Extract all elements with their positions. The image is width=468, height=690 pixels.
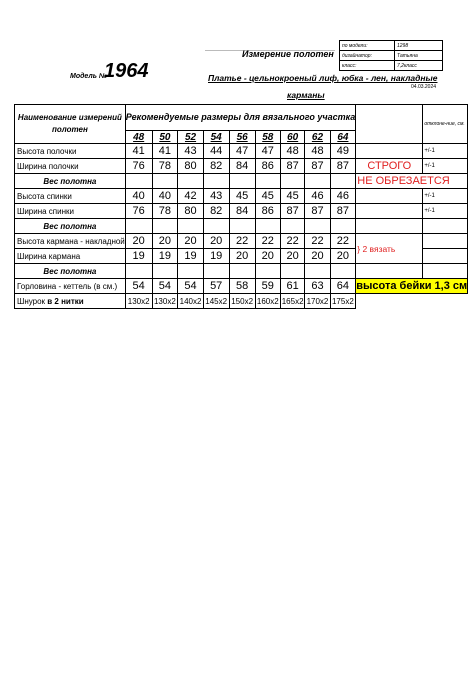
value-cell: 20 [178,234,204,249]
empty-cell [305,264,330,279]
header-tolerance: отклоне-ние, см. [423,105,468,144]
value-cell: 46 [305,189,330,204]
info-value: 7,2класс [395,61,443,71]
value-cell: 78 [152,159,178,174]
knit-two-note: } 2 вязать [356,234,423,264]
empty-cell [280,174,305,189]
empty-cell [152,174,178,189]
value-cell: 43 [203,189,229,204]
empty-cell [330,219,356,234]
header-recommended: Рекомендуемые размеры для вязального участка [125,105,355,131]
empty-cell [203,264,229,279]
value-cell: 165х2 [280,294,305,309]
size-header: 50 [152,130,178,143]
value-cell: 20 [255,249,280,264]
tolerance-cell: +/-1 [423,204,468,219]
row-label: Высота полочки [15,144,126,159]
value-cell: 20 [152,234,178,249]
value-cell: 22 [255,234,280,249]
value-cell: 48 [305,144,330,159]
value-cell: 45 [280,189,305,204]
value-cell: 86 [255,204,280,219]
empty-cell [229,264,255,279]
value-cell: 170х2 [305,294,330,309]
value-cell: 140х2 [178,294,204,309]
value-cell: 22 [305,234,330,249]
model-number: 1964 [104,60,149,82]
empty-cell [203,174,229,189]
size-header: 56 [229,130,255,143]
section-weight-label: Вес полотна [15,174,126,189]
size-header: 64 [330,130,356,143]
size-header: 60 [280,130,305,143]
value-cell: 78 [152,204,178,219]
value-cell: 19 [125,249,152,264]
empty-cell [423,264,468,279]
tolerance-cell: +/-1 [423,159,468,174]
empty-cell [356,204,423,219]
empty-cell [255,264,280,279]
value-cell: 20 [280,249,305,264]
empty-cell [125,264,152,279]
value-cell: 43 [178,144,204,159]
empty-cell [356,144,423,159]
value-cell: 76 [125,204,152,219]
table-row [15,189,468,204]
value-cell: 22 [229,234,255,249]
table-row [15,219,468,234]
table-row [15,144,468,159]
empty-cell [423,249,468,264]
empty-cell [255,174,280,189]
empty-cell [255,219,280,234]
value-cell: 82 [203,159,229,174]
empty-cell [356,189,423,204]
empty-cell [280,264,305,279]
model-label: Модель № [70,73,107,80]
empty-cell [125,219,152,234]
value-cell: 45 [229,189,255,204]
info-value: Татьяна [395,51,443,61]
value-cell: 87 [280,204,305,219]
empty-cell [305,219,330,234]
size-header: 48 [125,130,152,143]
value-cell: 87 [305,204,330,219]
table-row [15,174,468,189]
value-cell: 87 [280,159,305,174]
value-cell: 59 [255,279,280,294]
value-cell: 175х2 [330,294,356,309]
value-cell: 130х2 [152,294,178,309]
value-cell: 82 [203,204,229,219]
value-cell: 20 [305,249,330,264]
row-label: Ширина кармана [15,249,126,264]
document-date: 04.03.2024 [411,84,437,90]
value-cell: 20 [203,234,229,249]
empty-cell [178,264,204,279]
info-key: по модели: [340,41,395,51]
value-cell: 40 [152,189,178,204]
info-value: 1298 [395,41,443,51]
binding-height-note: высота бейки 1,3 см [356,280,468,292]
table-row [15,279,468,294]
value-cell: 44 [203,144,229,159]
size-header: 54 [203,130,229,143]
value-cell: 48 [280,144,305,159]
tolerance-cell: +/-1 [423,189,468,204]
empty-cell [125,174,152,189]
value-cell: 22 [280,234,305,249]
value-cell: 87 [330,204,356,219]
measurements-table [14,104,468,309]
value-cell: 86 [255,159,280,174]
document-title: Измерение полотен [242,49,334,59]
empty-cell [203,219,229,234]
value-cell: 20 [125,234,152,249]
value-cell: 20 [229,249,255,264]
empty-cell [229,174,255,189]
strict-note: СТРОГО [356,159,423,174]
size-header: 62 [305,130,330,143]
empty-cell [152,264,178,279]
value-cell: 42 [178,189,204,204]
row-label: Высота спинки [15,189,126,204]
row-label: Шнурок в 2 нитки [15,294,126,309]
empty-cell [356,105,423,144]
tolerance-cell: +/-1 [423,144,468,159]
value-cell: 57 [203,279,229,294]
value-cell: 54 [178,279,204,294]
value-cell: 58 [229,279,255,294]
section-weight-label: Вес полотна [15,264,126,279]
value-cell: 84 [229,159,255,174]
empty-cell [356,294,423,309]
empty-cell [356,264,423,279]
header-measure-name: Наименование измерений полотен [15,105,126,144]
info-key: дизайнатор: [340,51,395,61]
value-cell: 63 [305,279,330,294]
value-cell: 80 [178,204,204,219]
empty-cell [229,219,255,234]
value-cell: 46 [330,189,356,204]
value-cell: 87 [330,159,356,174]
value-cell: 19 [152,249,178,264]
table-row [15,294,468,309]
value-cell: 150х2 [229,294,255,309]
empty-cell [423,294,468,309]
empty-cell [178,219,204,234]
empty-cell [330,264,356,279]
table-row [15,159,468,174]
size-header: 52 [178,130,204,143]
empty-cell [152,219,178,234]
table-row [15,264,468,279]
product-description-cont: карманы [287,90,325,100]
empty-cell [423,219,468,234]
value-cell: 64 [330,279,356,294]
row-label: Горловина - кеттель (в см.) [15,279,126,294]
info-key: класс: [340,61,395,71]
value-cell: 47 [255,144,280,159]
value-cell: 41 [152,144,178,159]
value-cell: 54 [152,279,178,294]
value-cell: 47 [229,144,255,159]
value-cell: 160х2 [255,294,280,309]
product-description: Платье - цельнокроеный лиф, юбка - лен, накладные [208,73,438,83]
value-cell: 80 [178,159,204,174]
value-cell: 61 [280,279,305,294]
value-cell: 49 [330,144,356,159]
value-cell: 20 [330,249,356,264]
section-weight-label: Вес полотна [15,219,126,234]
value-cell: 130х2 [125,294,152,309]
empty-cell [178,174,204,189]
empty-cell [423,234,468,249]
value-cell: 54 [125,279,152,294]
row-label: Ширина спинки [15,204,126,219]
value-cell: 145х2 [203,294,229,309]
value-cell: 41 [125,144,152,159]
size-header: 58 [255,130,280,143]
value-cell: 87 [305,159,330,174]
table-row [15,204,468,219]
empty-cell [280,219,305,234]
value-cell: 19 [203,249,229,264]
row-label: Высота кармана - накладной [15,234,126,249]
no-cut-note: НЕ ОБРЕЗАЕТСЯ [356,174,468,189]
value-cell: 45 [255,189,280,204]
row-label: Ширина полочки [15,159,126,174]
value-cell: 76 [125,159,152,174]
model-info-box [339,40,443,71]
empty-cell [330,174,356,189]
value-cell: 19 [178,249,204,264]
empty-cell [356,219,423,234]
value-cell: 40 [125,189,152,204]
table-row [15,234,468,249]
value-cell: 84 [229,204,255,219]
empty-cell [305,174,330,189]
value-cell: 22 [330,234,356,249]
